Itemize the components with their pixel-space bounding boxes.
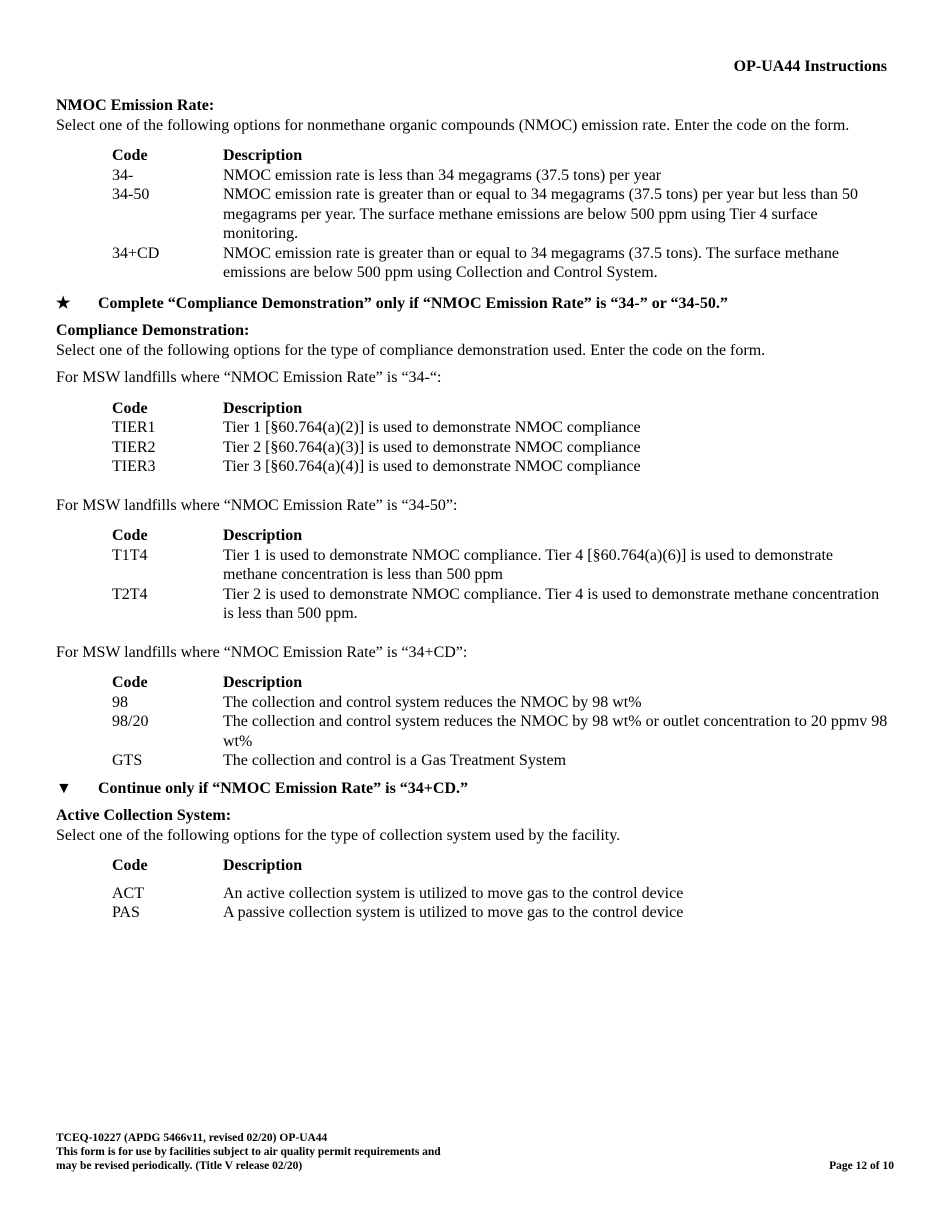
description-cell: An active collection system is utilized to move gas to the control device <box>223 884 684 902</box>
table-row <box>112 712 890 751</box>
code-cell: GTS <box>112 752 143 769</box>
code-cell: PAS <box>112 904 140 921</box>
code-column-header: Code <box>112 857 148 874</box>
description-cell: Tier 2 is used to demonstrate NMOC compliance. Tier 4 is used to demonstrate methane concentration is less than 500 ppm. <box>223 585 880 622</box>
code-cell: 98 <box>112 693 128 711</box>
footer-usage-note: This form is for use by facilities subject to air quality permit requirements and <box>56 1146 441 1158</box>
code-cell: T1T4 <box>112 546 148 564</box>
page-header-title: OP-UA44 Instructions <box>733 58 887 75</box>
description-cell: The collection and control is a Gas Treatment System <box>223 752 567 769</box>
table-row <box>112 585 890 624</box>
table-row <box>112 244 890 283</box>
code-column-header: Code <box>112 399 148 417</box>
page-number: Page 12 of 10 <box>829 1160 894 1172</box>
code-cell: T2T4 <box>112 585 148 603</box>
triangle-down-icon: ▼ <box>56 779 72 797</box>
code-cell: TIER3 <box>112 458 156 475</box>
tier4-code-table <box>112 526 890 624</box>
table-row <box>112 418 890 438</box>
description-cell: A passive collection system is utilized to move gas to the control device <box>223 904 684 921</box>
description-column-header: Description <box>223 674 303 691</box>
group1-label: For MSW landfills where “NMOC Emission Rate” is “34-“: <box>56 369 442 386</box>
description-cell: Tier 1 [§60.764(a)(2)] is used to demonstrate NMOC compliance <box>223 419 641 436</box>
code-cell: 98/20 <box>112 713 149 730</box>
page-content <box>56 96 890 923</box>
table-row <box>112 457 890 477</box>
footer-form-info <box>56 1131 441 1173</box>
description-cell: The collection and control system reduces the NMOC by 98 wt% <box>223 693 642 711</box>
code-cell: TIER1 <box>112 419 156 436</box>
description-cell: NMOC emission rate is greater than or equal to 34 megagrams (37.5 tons) per year but less than 50 megagrams per year. The surface methane emissions are below 500 ppm using Tier 4 surface monitoring. <box>223 186 858 242</box>
nmoc-code-table <box>112 146 890 283</box>
code-column-header: Code <box>112 527 148 544</box>
description-column-header: Description <box>223 147 303 164</box>
table-row <box>112 185 890 244</box>
description-column-header: Description <box>223 399 303 417</box>
description-column-header: Description <box>223 857 303 874</box>
nmoc-intro: Select one of the following options for nonmethane organic compounds (NMOC) emission rate. Enter the code on the form. <box>56 116 850 134</box>
footer-revision-note: may be revised periodically. (Title V release 02/20) <box>56 1160 303 1172</box>
table-row <box>112 438 890 458</box>
code-column-header: Code <box>112 674 148 691</box>
compliance-heading: Compliance Demonstration: <box>56 322 250 339</box>
table-header-row <box>112 146 890 166</box>
table-header-row <box>112 399 890 419</box>
star-icon: ★ <box>56 294 71 312</box>
description-cell: Tier 1 is used to demonstrate NMOC compliance. Tier 4 [§60.764(a)(6)] is used to demonstrate methane concentration is less than 500 ppm <box>223 546 833 583</box>
description-cell: Tier 2 [§60.764(a)(3)] is used to demonstrate NMOC compliance <box>223 438 641 456</box>
table-row <box>112 693 890 713</box>
table-header-row <box>112 526 890 546</box>
description-column-header: Description <box>223 527 303 544</box>
compliance-notice-text: Complete “Compliance Demonstration” only if “NMOC Emission Rate” is “34-” or “34-50.” <box>98 294 728 312</box>
code-cell: ACT <box>112 884 144 902</box>
collection-control-code-table <box>112 673 890 771</box>
code-column-header: Code <box>112 147 148 164</box>
active-collection-intro: Select one of the following options for the type of collection system used by the facility. <box>56 826 621 844</box>
footer-form-id: TCEQ-10227 (APDG 5466v11, revised 02/20) OP-UA44 <box>56 1132 328 1144</box>
nmoc-heading: NMOC Emission Rate: <box>56 97 215 114</box>
code-cell: 34-50 <box>112 186 150 203</box>
group2-label: For MSW landfills where “NMOC Emission Rate” is “34-50”: <box>56 496 458 514</box>
table-row <box>112 903 890 923</box>
table-row <box>112 884 890 904</box>
table-row <box>112 166 890 186</box>
active-collection-heading: Active Collection System: <box>56 807 232 824</box>
code-cell: 34+CD <box>112 244 160 262</box>
active-collection-code-table <box>112 856 890 923</box>
tier-code-table <box>112 399 890 477</box>
table-row <box>112 546 890 585</box>
continue-notice <box>56 779 890 799</box>
description-cell: The collection and control system reduces the NMOC by 98 wt% or outlet concentration to 20 ppmv 98 wt% <box>223 713 888 750</box>
description-cell: NMOC emission rate is less than 34 megagrams (37.5 tons) per year <box>223 166 662 184</box>
continue-notice-text: Continue only if “NMOC Emission Rate” is “34+CD.” <box>98 779 469 797</box>
table-header-row <box>112 673 890 693</box>
code-cell: TIER2 <box>112 438 156 456</box>
group3-label: For MSW landfills where “NMOC Emission Rate” is “34+CD”: <box>56 643 468 661</box>
table-row <box>112 751 890 771</box>
compliance-notice <box>56 294 890 314</box>
table-header-row <box>112 856 890 884</box>
code-cell: 34- <box>112 166 134 184</box>
compliance-intro: Select one of the following options for the type of compliance demonstration used. Enter the code on the form. <box>56 341 766 359</box>
description-cell: NMOC emission rate is greater than or equal to 34 megagrams (37.5 tons). The surface methane emissions are below 500 ppm using Collection and Control System. <box>223 244 839 281</box>
description-cell: Tier 3 [§60.764(a)(4)] is used to demonstrate NMOC compliance <box>223 458 641 475</box>
